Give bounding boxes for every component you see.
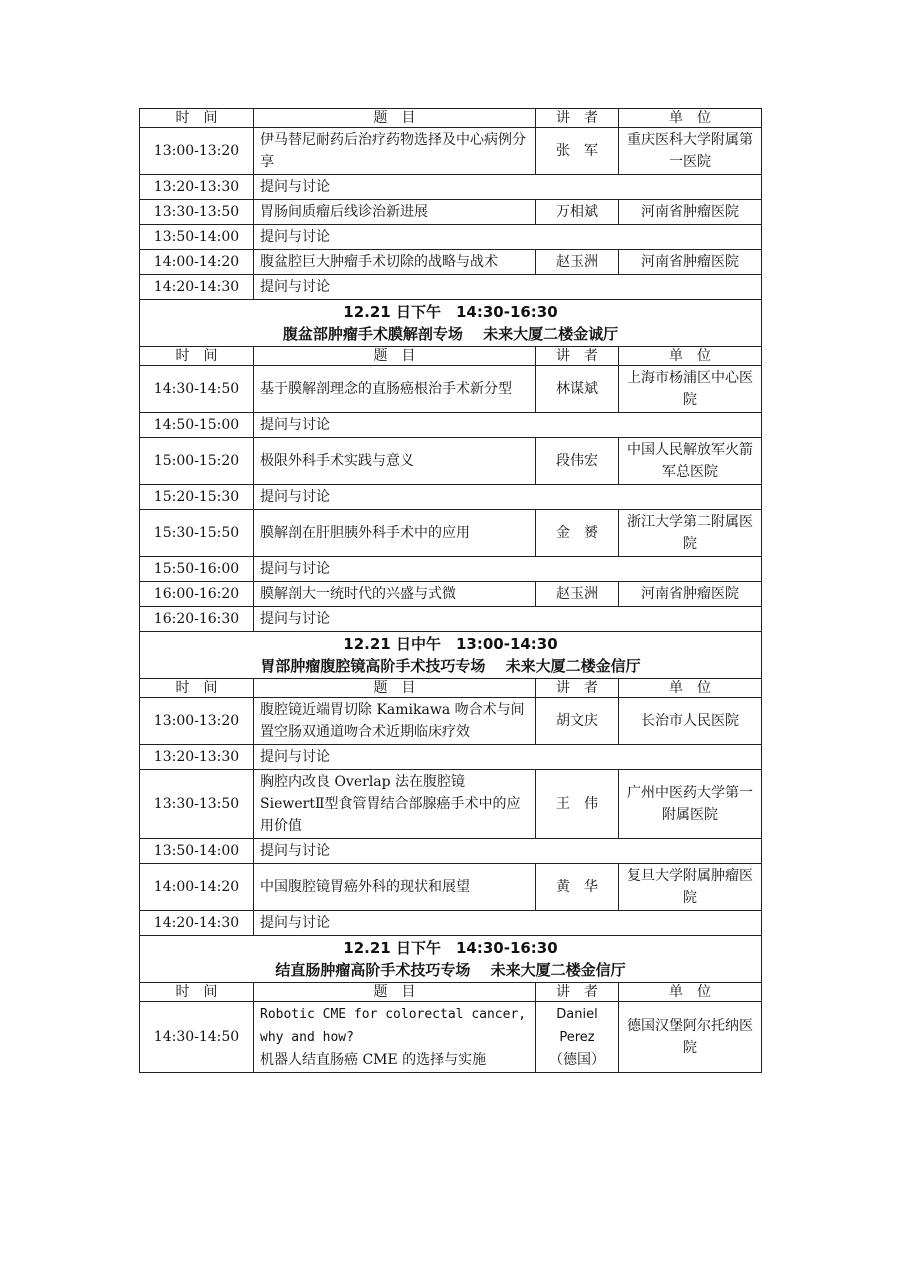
time-cell: 14:20-14:30	[140, 275, 254, 300]
column-header-row	[140, 679, 762, 698]
session-heading-row	[140, 936, 762, 983]
unit-cell: 河南省肿瘤医院	[619, 200, 762, 225]
time-cell: 16:20-16:30	[140, 607, 254, 632]
speaker-cell: 赵玉洲	[536, 582, 619, 607]
header-speaker: 讲 者	[536, 109, 619, 128]
header-unit: 单 位	[619, 347, 762, 366]
column-header-row	[140, 347, 762, 366]
session-heading	[140, 632, 762, 679]
session-time: 12.21 日下午 14:30-16:30	[343, 939, 558, 957]
unit-cell: 重庆医科大学附属第一医院	[619, 128, 762, 175]
topic-cell: 胃肠间质瘤后线诊治新进展	[254, 200, 536, 225]
qa-row	[140, 911, 762, 936]
talk-row	[140, 1002, 762, 1073]
talk-row	[140, 128, 762, 175]
unit-cell: 复旦大学附属肿瘤医院	[619, 864, 762, 911]
speaker-cell: 万相斌	[536, 200, 619, 225]
talk-row	[140, 770, 762, 839]
qa-row	[140, 839, 762, 864]
time-cell: 13:30-13:50	[140, 770, 254, 839]
time-cell: 15:50-16:00	[140, 557, 254, 582]
time-cell: 13:00-13:20	[140, 698, 254, 745]
unit-cell: 广州中医药大学第一附属医院	[619, 770, 762, 839]
header-time: 时 间	[140, 983, 254, 1002]
qa-row	[140, 557, 762, 582]
session-time: 12.21 日下午 14:30-16:30	[343, 303, 558, 321]
header-speaker: 讲 者	[536, 679, 619, 698]
header-unit: 单 位	[619, 109, 762, 128]
header-unit: 单 位	[619, 679, 762, 698]
unit-cell: 浙江大学第二附属医院	[619, 510, 762, 557]
speaker-cell	[536, 1002, 619, 1073]
topic-chinese: 机器人结直肠癌 CME 的选择与实施	[260, 1052, 487, 1068]
talk-row	[140, 864, 762, 911]
column-header-row	[140, 109, 762, 128]
qa-topic-cell: 提问与讨论	[254, 275, 762, 300]
time-cell: 14:20-14:30	[140, 911, 254, 936]
qa-row	[140, 607, 762, 632]
topic-cell	[254, 1002, 536, 1073]
qa-topic-cell: 提问与讨论	[254, 485, 762, 510]
session-title: 结直肠肿瘤高阶手术技巧专场 未来大厦二楼金信厅	[275, 961, 626, 979]
qa-topic-cell: 提问与讨论	[254, 225, 762, 250]
header-time: 时 间	[140, 109, 254, 128]
header-speaker: 讲 者	[536, 983, 619, 1002]
time-cell: 15:00-15:20	[140, 438, 254, 485]
talk-row	[140, 366, 762, 413]
speaker-cell: 王 伟	[536, 770, 619, 839]
speaker-country: （德国）	[549, 1052, 605, 1068]
time-cell: 14:50-15:00	[140, 413, 254, 438]
speaker-cell: 金 赟	[536, 510, 619, 557]
speaker-cell: 林谋斌	[536, 366, 619, 413]
unit-cell: 长治市人民医院	[619, 698, 762, 745]
time-cell: 16:00-16:20	[140, 582, 254, 607]
talk-row	[140, 510, 762, 557]
header-topic: 题 目	[254, 109, 536, 128]
session-heading	[140, 300, 762, 347]
unit-cell: 中国人民解放军火箭军总医院	[619, 438, 762, 485]
time-cell: 13:50-14:00	[140, 225, 254, 250]
topic-cell: 腹盆腔巨大肿瘤手术切除的战略与战术	[254, 250, 536, 275]
schedule-table	[139, 108, 762, 1073]
time-cell: 15:30-15:50	[140, 510, 254, 557]
qa-row	[140, 413, 762, 438]
session-title: 胃部肿瘤腹腔镜高阶手术技巧专场 未来大厦二楼金信厅	[260, 657, 641, 675]
time-cell: 14:00-14:20	[140, 864, 254, 911]
header-speaker: 讲 者	[536, 347, 619, 366]
qa-row	[140, 225, 762, 250]
qa-row	[140, 275, 762, 300]
qa-topic-cell: 提问与讨论	[254, 607, 762, 632]
schedule-body	[140, 109, 762, 1073]
qa-topic-cell: 提问与讨论	[254, 413, 762, 438]
talk-row	[140, 200, 762, 225]
qa-topic-cell: 提问与讨论	[254, 175, 762, 200]
qa-topic-cell: 提问与讨论	[254, 911, 762, 936]
topic-cell: 膜解剖大一统时代的兴盛与式微	[254, 582, 536, 607]
time-cell: 13:50-14:00	[140, 839, 254, 864]
talk-row	[140, 250, 762, 275]
header-time: 时 间	[140, 679, 254, 698]
header-topic: 题 目	[254, 347, 536, 366]
session-heading-row	[140, 632, 762, 679]
header-topic: 题 目	[254, 679, 536, 698]
qa-topic-cell: 提问与讨论	[254, 745, 762, 770]
talk-row	[140, 438, 762, 485]
time-cell: 14:30-14:50	[140, 1002, 254, 1073]
topic-cell: 中国腹腔镜胃癌外科的现状和展望	[254, 864, 536, 911]
qa-topic-cell: 提问与讨论	[254, 557, 762, 582]
unit-cell: 河南省肿瘤医院	[619, 250, 762, 275]
header-topic: 题 目	[254, 983, 536, 1002]
qa-row	[140, 485, 762, 510]
topic-cell: 极限外科手术实践与意义	[254, 438, 536, 485]
column-header-row	[140, 983, 762, 1002]
session-heading-row	[140, 300, 762, 347]
time-cell: 13:30-13:50	[140, 200, 254, 225]
topic-cell: 伊马替尼耐药后治疗药物选择及中心病例分享	[254, 128, 536, 175]
speaker-cell: 黄 华	[536, 864, 619, 911]
time-cell: 13:20-13:30	[140, 745, 254, 770]
speaker-name: Daniel Perez	[556, 1007, 598, 1045]
time-cell: 14:00-14:20	[140, 250, 254, 275]
speaker-cell: 赵玉洲	[536, 250, 619, 275]
header-unit: 单 位	[619, 983, 762, 1002]
talk-row	[140, 582, 762, 607]
talk-row	[140, 698, 762, 745]
topic-cell: 腹腔镜近端胃切除 Kamikawa 吻合术与间置空肠双通道吻合术近期临床疗效	[254, 698, 536, 745]
topic-cell: 膜解剖在肝胆胰外科手术中的应用	[254, 510, 536, 557]
qa-row	[140, 175, 762, 200]
topic-cell: 基于膜解剖理念的直肠癌根治手术新分型	[254, 366, 536, 413]
session-title: 腹盆部肿瘤手术膜解剖专场 未来大厦二楼金诚厅	[282, 325, 619, 343]
unit-cell: 河南省肿瘤医院	[619, 582, 762, 607]
speaker-cell: 胡文庆	[536, 698, 619, 745]
session-time: 12.21 日中午 13:00-14:30	[343, 635, 558, 653]
session-heading	[140, 936, 762, 983]
topic-english: Robotic CME for colorectal cancer, why and how?	[260, 1007, 527, 1045]
time-cell: 13:20-13:30	[140, 175, 254, 200]
time-cell: 13:00-13:20	[140, 128, 254, 175]
unit-cell: 上海市杨浦区中心医院	[619, 366, 762, 413]
speaker-cell: 张 军	[536, 128, 619, 175]
qa-topic-cell: 提问与讨论	[254, 839, 762, 864]
topic-cell: 胸腔内改良 Overlap 法在腹腔镜 SiewertⅡ型食管胃结合部腺癌手术中的应用价值	[254, 770, 536, 839]
unit-cell: 德国汉堡阿尔托纳医院	[619, 1002, 762, 1073]
qa-row	[140, 745, 762, 770]
time-cell: 14:30-14:50	[140, 366, 254, 413]
header-time: 时 间	[140, 347, 254, 366]
speaker-cell: 段伟宏	[536, 438, 619, 485]
time-cell: 15:20-15:30	[140, 485, 254, 510]
